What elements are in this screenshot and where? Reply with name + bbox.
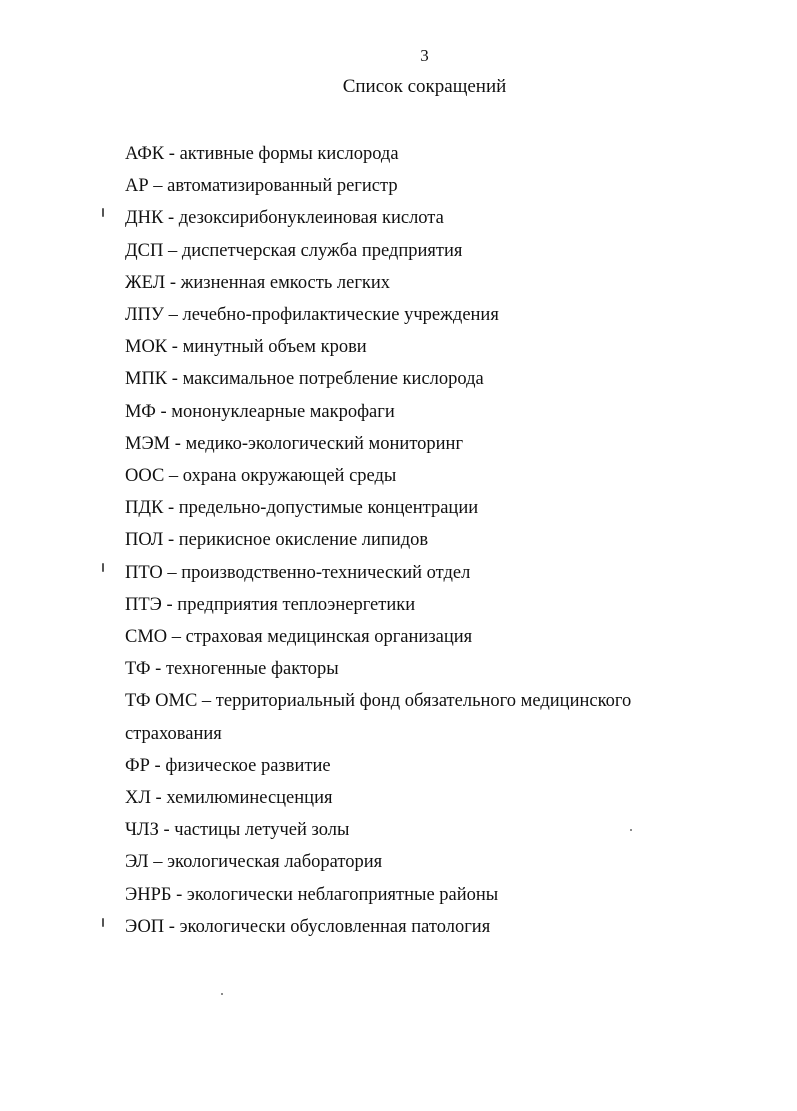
abbreviation-term: ТФ ОМС — [125, 691, 198, 712]
abbreviation-entry — [125, 492, 685, 524]
scan-mark — [102, 208, 104, 217]
abbreviation-entry — [125, 782, 685, 814]
abbreviation-definition: охрана окружающей среды — [182, 466, 397, 487]
abbreviation-entry — [125, 621, 685, 653]
abbreviation-entry — [125, 138, 685, 170]
abbreviation-term: МФ — [125, 401, 156, 422]
abbreviation-definition: экологически обусловленная патология — [179, 916, 491, 937]
abbreviation-definition: диспетчерская служба предприятия — [181, 240, 463, 261]
abbreviation-entry — [125, 267, 685, 299]
abbreviation-term: МЭМ — [125, 433, 171, 454]
abbreviation-definition: территориальный фонд обязательного медицинского страхования — [125, 691, 632, 744]
abbreviation-term: МОК — [125, 337, 168, 358]
abbreviation-separator: - — [161, 594, 178, 615]
abbreviation-definition: страховая медицинская организация — [185, 627, 473, 648]
abbreviation-separator: - — [163, 208, 179, 229]
abbreviation-separator: - — [149, 755, 166, 776]
abbreviation-definition: мононуклеарные макрофаги — [171, 401, 395, 422]
abbreviation-separator: - — [150, 788, 167, 809]
abbreviation-entry — [125, 524, 685, 556]
abbreviation-term: АР — [125, 176, 149, 197]
scan-dot — [221, 993, 223, 995]
abbreviation-term: ПТО — [125, 562, 163, 583]
abbreviation-separator: - — [167, 337, 183, 358]
abbreviation-entry — [125, 299, 685, 331]
abbreviation-definition: производственно-технический отдел — [181, 562, 471, 583]
abbreviation-term: ЭНРБ — [125, 884, 172, 905]
abbreviation-definition: техногенные факторы — [165, 659, 339, 680]
abbreviation-term: ПОЛ — [125, 530, 164, 551]
abbreviation-separator: – — [148, 852, 168, 873]
abbreviation-separator: – — [167, 627, 186, 648]
abbreviation-entry — [125, 428, 685, 460]
abbreviation-term: АФК — [125, 144, 165, 164]
abbreviation-entry — [125, 879, 685, 911]
abbreviation-entry — [125, 363, 685, 395]
abbreviation-definition: хемилюминесценция — [166, 788, 333, 809]
abbreviation-term: СМО — [125, 627, 168, 648]
abbreviation-definition: дезоксирибонуклеиновая кислота — [178, 208, 444, 229]
abbreviation-term: ДНК — [125, 208, 164, 229]
abbreviation-entry — [125, 846, 685, 878]
scan-dot — [630, 829, 632, 831]
abbreviation-definition: медико-экологический мониторинг — [185, 433, 464, 454]
abbreviation-term: ДСП — [125, 240, 164, 261]
abbreviation-entry — [125, 460, 685, 492]
abbreviation-term: ЭЛ — [125, 852, 149, 873]
abbreviation-definition: физическое развитие — [165, 755, 331, 776]
page-number: 3 — [420, 46, 429, 65]
abbreviation-definition: жизненная емкость легких — [180, 272, 391, 293]
abbreviation-separator: – — [164, 466, 183, 487]
abbreviation-separator: - — [164, 144, 180, 164]
abbreviation-entry — [125, 814, 685, 846]
abbreviation-separator: - — [165, 272, 181, 293]
scan-mark — [102, 563, 104, 572]
abbreviation-term: ЛПУ — [125, 305, 165, 326]
abbreviation-separator: – — [197, 691, 216, 712]
abbreviation-definition: экологическая лаборатория — [167, 852, 383, 873]
abbreviation-definition: минутный объем крови — [182, 337, 367, 358]
abbreviation-list — [125, 138, 685, 943]
abbreviation-term: ЖЕЛ — [125, 272, 166, 293]
abbreviation-term: ТФ — [125, 659, 151, 680]
abbreviation-term: ФР — [125, 755, 150, 776]
abbreviation-definition: автоматизированный регистр — [167, 176, 398, 197]
abbreviation-term: МПК — [125, 369, 168, 390]
abbreviation-entry — [125, 911, 685, 943]
abbreviation-separator: - — [167, 369, 183, 390]
abbreviation-definition: лечебно-профилактические учреждения — [182, 305, 499, 326]
abbreviation-entry — [125, 235, 685, 267]
abbreviation-definition: частицы летучей золы — [174, 820, 350, 841]
abbreviation-term: ООС — [125, 466, 165, 487]
abbreviation-term: ПТЭ — [125, 594, 162, 615]
abbreviation-entry — [125, 202, 685, 234]
abbreviation-separator: – — [162, 562, 182, 583]
abbreviation-entry — [125, 331, 685, 363]
abbreviation-entry — [125, 653, 685, 685]
abbreviation-definition: перикисное окисление липидов — [178, 530, 429, 551]
abbreviation-definition: максимальное потребление кислорода — [182, 369, 484, 390]
abbreviation-definition: экологически неблагоприятные районы — [186, 884, 499, 905]
abbreviation-definition: активные формы кислорода — [179, 144, 399, 164]
abbreviation-definition: предельно-допустимые концентрации — [178, 498, 479, 519]
scan-mark — [102, 918, 104, 927]
abbreviation-separator: - — [150, 659, 166, 680]
abbreviation-separator: - — [164, 916, 180, 937]
abbreviation-separator: - — [171, 884, 187, 905]
abbreviation-separator: - — [155, 401, 172, 422]
abbreviation-separator: - — [158, 820, 175, 841]
abbreviation-separator: – — [148, 176, 168, 197]
page-title: Список сокращений — [342, 76, 507, 97]
abbreviation-separator: - — [163, 498, 179, 519]
abbreviation-entry — [125, 396, 685, 428]
abbreviation-entry — [125, 750, 685, 782]
abbreviation-entry — [125, 557, 685, 589]
abbreviation-entry — [125, 685, 685, 749]
abbreviation-entry — [125, 589, 685, 621]
abbreviation-definition: предприятия теплоэнергетики — [177, 594, 416, 615]
abbreviation-term: ХЛ — [125, 788, 151, 809]
abbreviation-term: ЭОП — [125, 916, 165, 937]
abbreviation-separator: - — [163, 530, 179, 551]
abbreviation-term: ПДК — [125, 498, 164, 519]
abbreviation-separator: – — [164, 305, 183, 326]
abbreviation-entry — [125, 170, 685, 202]
abbreviation-term: ЧЛЗ — [125, 820, 159, 841]
abbreviation-separator: - — [170, 433, 186, 454]
abbreviation-separator: – — [163, 240, 182, 261]
